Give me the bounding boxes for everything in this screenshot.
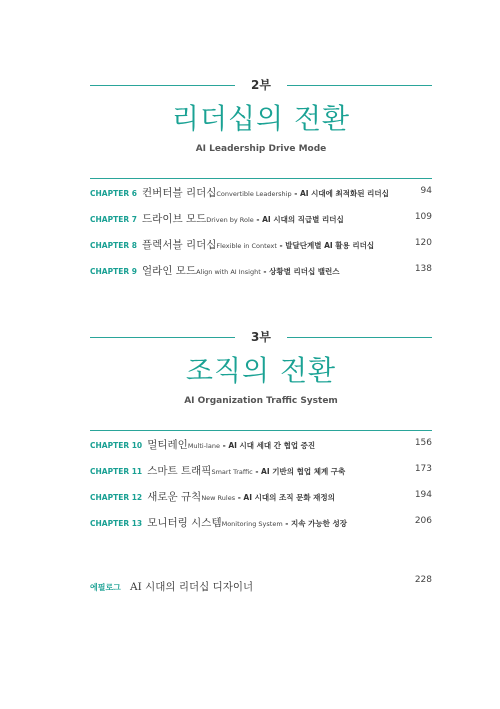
part-3-title: 조직의 전환 <box>185 354 337 387</box>
chapter-title-en: Multi-lane <box>187 442 220 450</box>
page-number: 138 <box>414 264 432 274</box>
chapter-title-ko: 스마트 트래픽 <box>147 465 212 477</box>
page-number: 120 <box>414 238 432 248</box>
chapter-label: CHAPTER 8 <box>90 241 137 250</box>
part-2-header <box>90 78 432 179</box>
chapter-subtitle: - 지속 가능한 성장 <box>282 519 347 528</box>
toc-entry-chapter-13[interactable] <box>90 514 432 540</box>
part-2-line-right <box>287 85 432 86</box>
epilogue-label: 에필로그 <box>90 583 121 592</box>
chapter-title-ko: 멀티레인 <box>147 439 188 451</box>
epilogue-title: AI 시대의 리더십 디자이너 <box>130 581 254 593</box>
toc-entry-chapter-9[interactable] <box>90 262 432 288</box>
part-2-subtitle: AI Leadership Drive Mode <box>195 144 327 154</box>
chapter-title-ko: 모니터링 시스템 <box>147 517 222 529</box>
chapter-title-en: Monitoring System <box>221 520 283 528</box>
part-3-label-row <box>90 330 432 344</box>
part-2-title: 리더십의 전환 <box>171 102 351 135</box>
chapter-subtitle: - AI 시대에 최적화된 리더십 <box>291 189 389 198</box>
chapter-label: CHAPTER 6 <box>90 189 137 198</box>
chapter-subtitle: - AI 시대의 조직 문화 재정의 <box>235 493 335 502</box>
chapter-subtitle: - AI 시대 세대 간 협업 증진 <box>219 441 316 450</box>
chapter-title-ko: 얼라인 모드 <box>142 265 197 277</box>
page-number: 173 <box>414 464 432 474</box>
chapter-title-en: New Rules <box>201 494 236 502</box>
page-number: 94 <box>420 186 432 196</box>
part-2-chapter-list <box>90 184 432 288</box>
part-3-header <box>90 330 432 431</box>
chapter-title-ko: 새로운 규칙 <box>147 491 202 503</box>
page-number: 156 <box>414 438 432 448</box>
chapter-title-en: Driven by Role <box>206 216 254 224</box>
chapter-subtitle: - AI 기반의 협업 체계 구축 <box>252 467 346 476</box>
chapter-title-ko: 드라이브 모드 <box>142 213 207 225</box>
chapter-label: CHAPTER 10 <box>90 441 143 450</box>
page-number: 228 <box>414 575 432 585</box>
page-number: 194 <box>414 490 432 500</box>
chapter-subtitle: - 상황별 리더십 밸런스 <box>260 267 340 276</box>
part-3-divider <box>90 430 432 431</box>
chapter-title-ko: 플렉서블 리더십 <box>142 239 217 251</box>
chapter-subtitle: - 발달단계별 AI 활용 리더십 <box>276 241 375 250</box>
chapter-title-en: Convertible Leadership <box>216 190 292 198</box>
chapter-title-en: Align with AI Insight <box>196 268 261 276</box>
page-number: 206 <box>414 516 432 526</box>
chapter-title-en: Smart Traffic <box>211 468 253 476</box>
toc-entry-epilogue[interactable] <box>90 575 432 591</box>
chapter-label: CHAPTER 11 <box>90 467 143 476</box>
part-3-chapter-list <box>90 436 432 540</box>
part-3-line-right <box>287 337 432 338</box>
part-2-divider <box>90 178 432 179</box>
chapter-label: CHAPTER 12 <box>90 493 143 502</box>
part-3-number: 3부 <box>251 330 271 344</box>
chapter-label: CHAPTER 13 <box>90 519 143 528</box>
part-2-label-row <box>90 78 432 92</box>
chapter-title-ko: 컨버터블 리더십 <box>142 187 217 199</box>
chapter-label: CHAPTER 7 <box>90 215 137 224</box>
part-2-number: 2부 <box>251 78 271 92</box>
chapter-label: CHAPTER 9 <box>90 267 137 276</box>
page-number: 109 <box>414 212 432 222</box>
chapter-title-en: Flexible in Context <box>216 242 277 250</box>
chapter-subtitle: - AI 시대의 직급별 리더십 <box>253 215 344 224</box>
part-3-subtitle: AI Organization Traffic System <box>184 396 338 406</box>
